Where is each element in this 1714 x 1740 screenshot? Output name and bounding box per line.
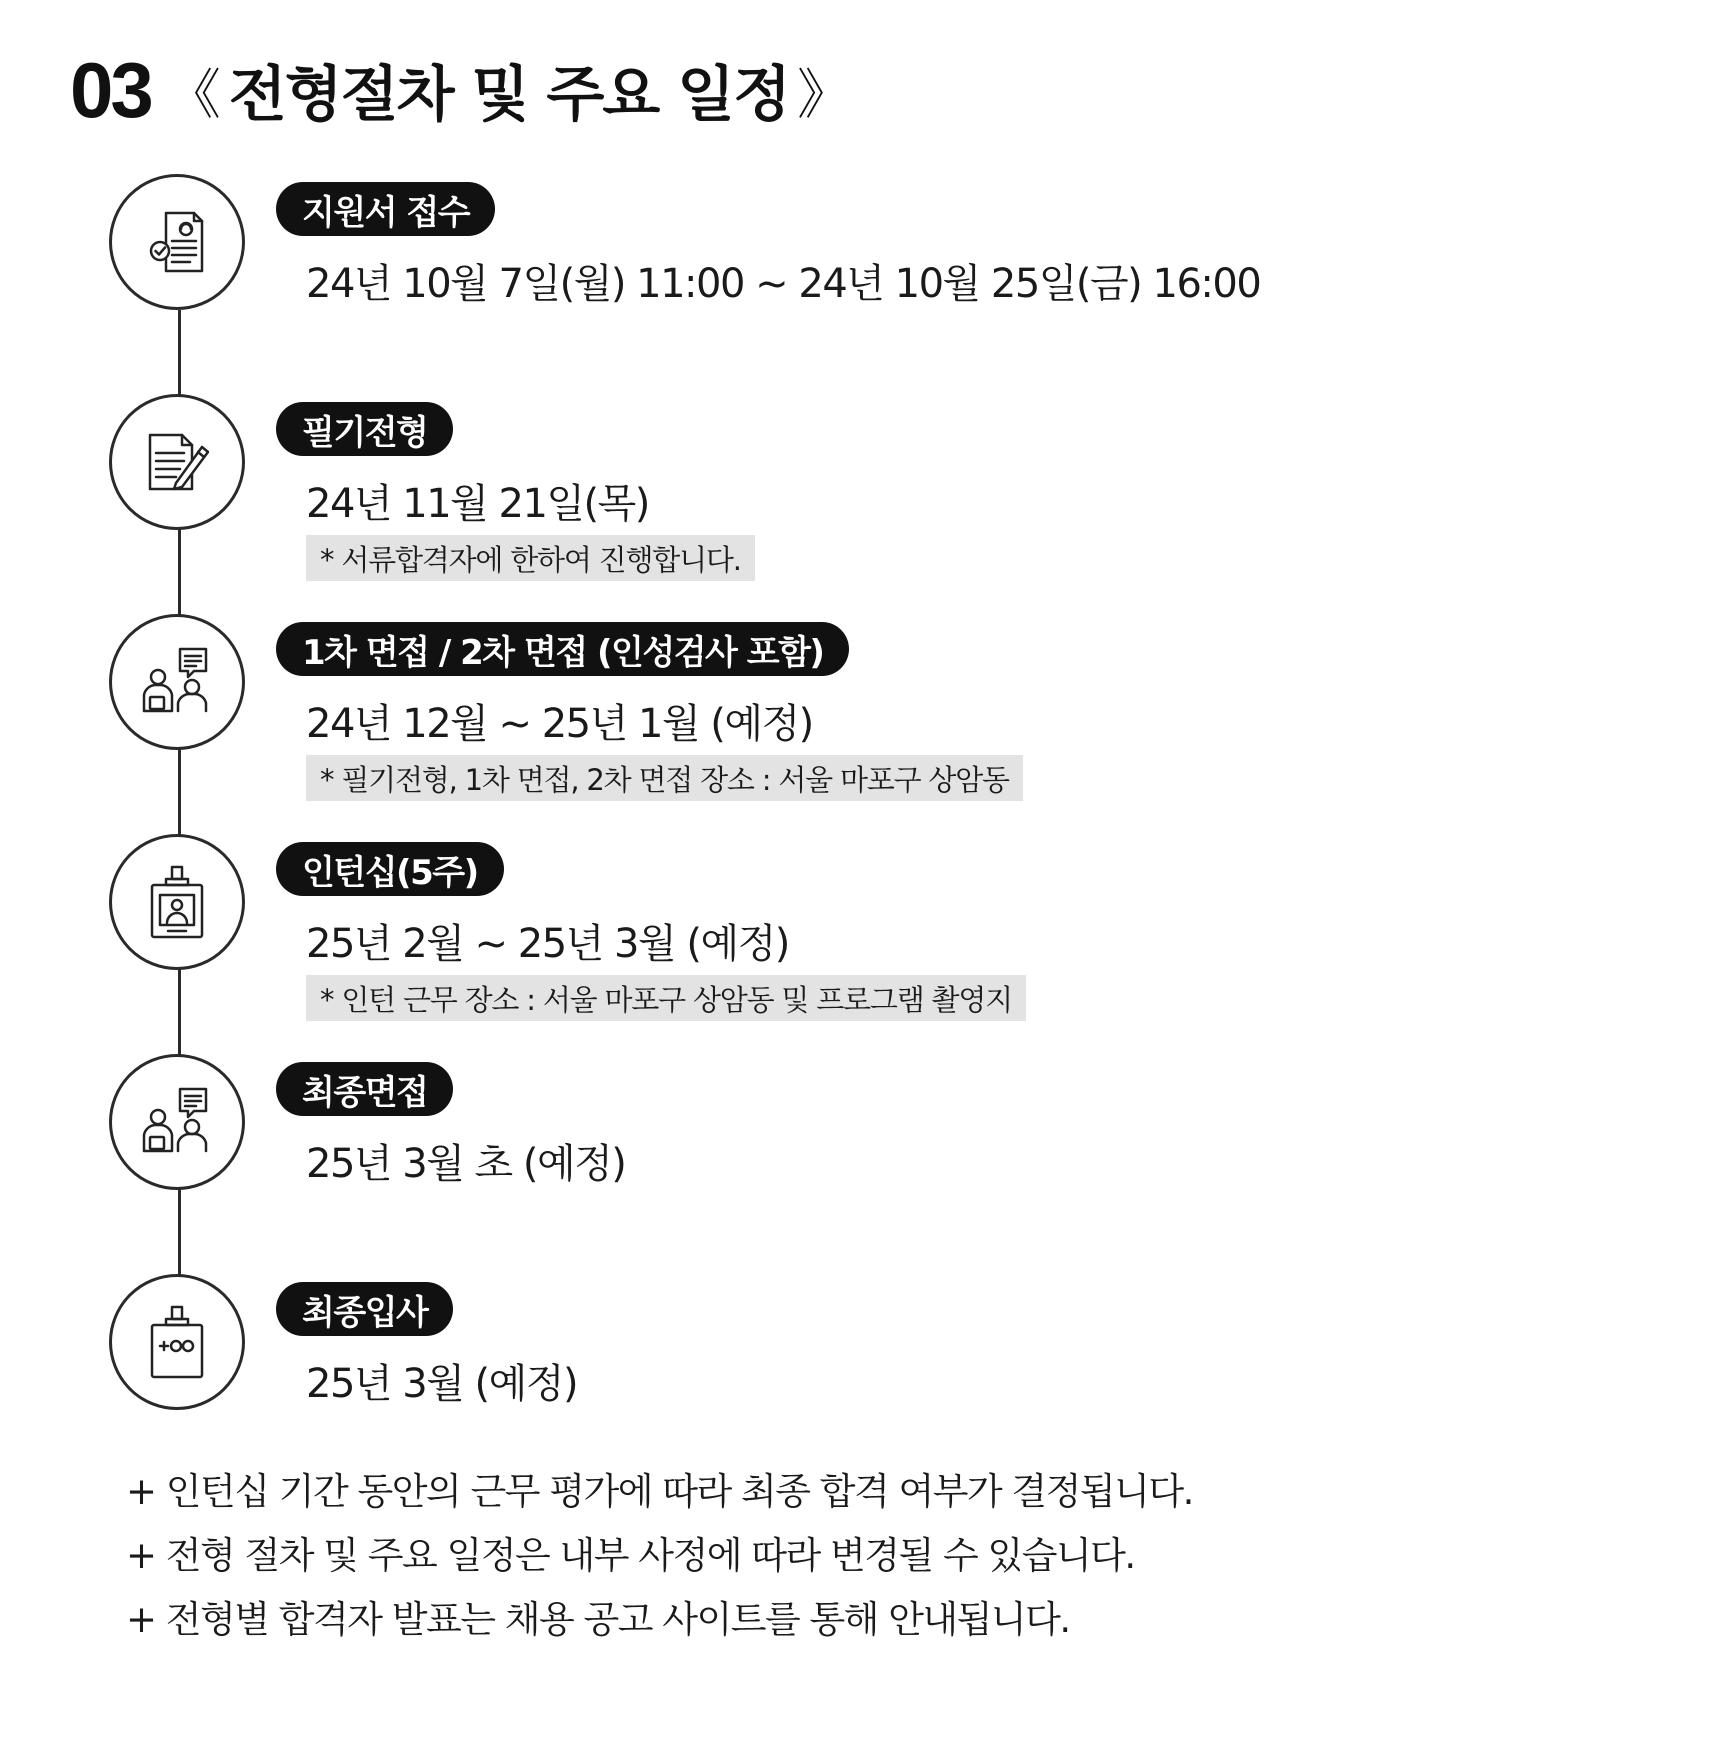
step-1-label: 지원서 접수 bbox=[276, 182, 495, 236]
footer-notes bbox=[126, 1460, 1193, 1652]
footer-note: + 전형별 합격자 발표는 채용 공고 사이트를 통해 안내됩니다. bbox=[126, 1598, 1070, 1641]
footer-note: + 인턴십 기간 동안의 근무 평가에 따라 최종 합격 여부가 결정됩니다. bbox=[126, 1470, 1193, 1513]
step-4-note: * 인턴 근무 장소 : 서울 마포구 상암동 및 프로그램 촬영지 bbox=[306, 975, 1026, 1021]
step-3-date: 24년 12월 ~ 25년 1월 (예정) bbox=[306, 701, 813, 747]
hired-badge-icon bbox=[136, 1301, 218, 1383]
step-4-icon-circle bbox=[109, 834, 245, 970]
step-5-label: 최종면접 bbox=[276, 1062, 453, 1116]
title-bracket-close: 》 bbox=[797, 62, 852, 126]
step-2-note: * 서류합격자에 한하여 진행합니다. bbox=[306, 535, 755, 581]
section-title: 전형절차 및 주요 일정 bbox=[228, 60, 790, 130]
step-1-date: 24년 10월 7일(월) 11:00 ~ 24년 10월 25일(금) 16:00 bbox=[306, 261, 1261, 307]
written-test-icon bbox=[136, 421, 218, 503]
step-3-note: * 필기전형, 1차 면접, 2차 면접 장소 : 서울 마포구 상암동 bbox=[306, 755, 1023, 801]
title-bracket-open: 《 bbox=[166, 62, 221, 126]
step-2-icon-circle bbox=[109, 394, 245, 530]
step-6-icon-circle bbox=[109, 1274, 245, 1410]
id-badge-icon bbox=[136, 861, 218, 943]
step-5-icon-circle bbox=[109, 1054, 245, 1190]
step-3-icon-circle bbox=[109, 614, 245, 750]
section-number: 03 bbox=[70, 45, 151, 134]
step-4-label: 인턴십(5주) bbox=[276, 842, 504, 896]
footer-note: + 전형 절차 및 주요 일정은 내부 사정에 따라 변경될 수 있습니다. bbox=[126, 1534, 1135, 1577]
step-1-icon-circle bbox=[109, 174, 245, 310]
interview-icon bbox=[136, 1081, 218, 1163]
step-4-date: 25년 2월 ~ 25년 3월 (예정) bbox=[306, 921, 789, 967]
step-2-label: 필기전형 bbox=[276, 402, 453, 456]
step-5-date: 25년 3월 초 (예정) bbox=[306, 1141, 626, 1187]
step-3-label: 1차 면접 / 2차 면접 (인성검사 포함) bbox=[276, 622, 849, 676]
application-document-icon bbox=[136, 201, 218, 283]
step-6-label: 최종입사 bbox=[276, 1282, 453, 1336]
step-2-date: 24년 11월 21일(목) bbox=[306, 481, 649, 527]
step-6-date: 25년 3월 (예정) bbox=[306, 1361, 578, 1407]
interview-icon bbox=[136, 641, 218, 723]
